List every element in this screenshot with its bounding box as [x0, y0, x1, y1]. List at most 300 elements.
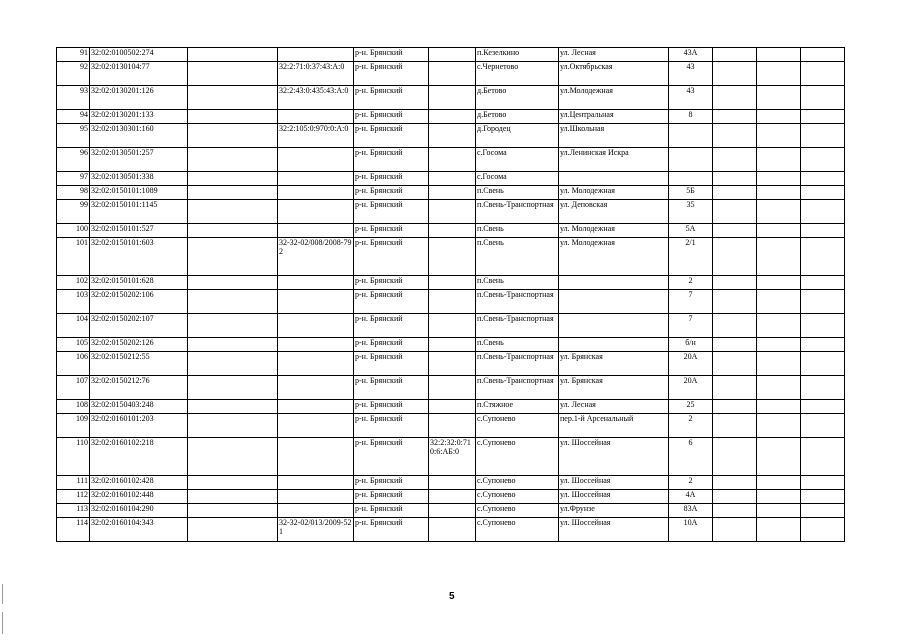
empty-cell	[757, 124, 801, 148]
row-number: 106	[57, 352, 90, 376]
empty-cell	[757, 86, 801, 110]
house-number: 10А	[669, 518, 713, 542]
cell-col3	[188, 504, 278, 518]
house-number: б/н	[669, 338, 713, 352]
settlement: п.Свень-Транспортная	[476, 352, 559, 376]
table-row	[57, 224, 845, 238]
street	[559, 276, 669, 290]
cadastral-number: 32:02:0150101:628	[90, 276, 188, 290]
street: ул. Лесная	[559, 48, 669, 62]
empty-cell	[801, 352, 845, 376]
district: р-н. Брянский	[354, 148, 429, 172]
street	[559, 314, 669, 338]
conditional-number	[429, 338, 476, 352]
row-number: 107	[57, 376, 90, 400]
empty-cell	[801, 276, 845, 290]
street: ул. Шоссейная	[559, 438, 669, 476]
house-number	[669, 148, 713, 172]
table-row	[57, 86, 845, 110]
conditional-number	[429, 48, 476, 62]
house-number	[669, 124, 713, 148]
empty-cell	[757, 376, 801, 400]
row-number: 102	[57, 276, 90, 290]
district: р-н. Брянский	[354, 110, 429, 124]
empty-cell	[801, 518, 845, 542]
street	[559, 172, 669, 186]
previous-number	[278, 224, 354, 238]
house-number: 5А	[669, 224, 713, 238]
house-number: 83А	[669, 504, 713, 518]
table-row	[57, 200, 845, 224]
cell-col3	[188, 276, 278, 290]
empty-cell	[713, 86, 757, 110]
cadastral-number: 32:02:0160104:343	[90, 518, 188, 542]
previous-number	[278, 504, 354, 518]
previous-number: 32-32-02/008/2008-792	[278, 238, 354, 276]
cadastral-number: 32:02:0130201:126	[90, 86, 188, 110]
empty-cell	[757, 148, 801, 172]
scan-edge-mark	[2, 612, 3, 634]
table-row	[57, 476, 845, 490]
district: р-н. Брянский	[354, 200, 429, 224]
street: ул. Молодежная	[559, 224, 669, 238]
empty-cell	[757, 338, 801, 352]
cadastral-number: 32:02:0150101:527	[90, 224, 188, 238]
cadastral-number: 32:02:0130301:160	[90, 124, 188, 148]
cadastral-number: 32:02:0130501:338	[90, 172, 188, 186]
settlement: с.Госома	[476, 172, 559, 186]
previous-number	[278, 148, 354, 172]
cell-col3	[188, 400, 278, 414]
empty-cell	[757, 110, 801, 124]
settlement: с.Супонево	[476, 438, 559, 476]
empty-cell	[757, 200, 801, 224]
house-number: 6	[669, 438, 713, 476]
cadastral-number: 32:02:0150101:1089	[90, 186, 188, 200]
previous-number	[278, 476, 354, 490]
settlement: п.Свень	[476, 338, 559, 352]
empty-cell	[757, 438, 801, 476]
district: р-н. Брянский	[354, 518, 429, 542]
table-row	[57, 148, 845, 172]
scan-edge-mark	[2, 584, 3, 604]
row-number: 98	[57, 186, 90, 200]
previous-number	[278, 172, 354, 186]
table-row	[57, 172, 845, 186]
district: р-н. Брянский	[354, 338, 429, 352]
settlement: с.Супонево	[476, 414, 559, 438]
cadastral-number: 32:02:0160104:290	[90, 504, 188, 518]
cell-col3	[188, 438, 278, 476]
table-row	[57, 110, 845, 124]
settlement: п.Стяжное	[476, 400, 559, 414]
row-number: 91	[57, 48, 90, 62]
cell-col3	[188, 148, 278, 172]
empty-cell	[713, 414, 757, 438]
empty-cell	[713, 438, 757, 476]
row-number: 114	[57, 518, 90, 542]
table-row	[57, 490, 845, 504]
empty-cell	[713, 338, 757, 352]
empty-cell	[757, 172, 801, 186]
district: р-н. Брянский	[354, 86, 429, 110]
row-number: 92	[57, 62, 90, 86]
previous-number	[278, 314, 354, 338]
cadastral-number: 32:02:0160102:218	[90, 438, 188, 476]
previous-number: 32:2:43:0:435:43:А:0	[278, 86, 354, 110]
cadastral-number: 32:02:0150202:126	[90, 338, 188, 352]
previous-number	[278, 48, 354, 62]
district: р-н. Брянский	[354, 314, 429, 338]
street: ул. Брянская	[559, 376, 669, 400]
cell-col3	[188, 338, 278, 352]
conditional-number	[429, 186, 476, 200]
house-number: 5Б	[669, 186, 713, 200]
conditional-number	[429, 238, 476, 276]
house-number: 4А	[669, 490, 713, 504]
district: р-н. Брянский	[354, 290, 429, 314]
street: ул.Ленинская Искра	[559, 148, 669, 172]
settlement: д.Бетово	[476, 110, 559, 124]
conditional-number	[429, 504, 476, 518]
row-number: 95	[57, 124, 90, 148]
conditional-number	[429, 224, 476, 238]
house-number: 7	[669, 314, 713, 338]
settlement: д.Бетово	[476, 86, 559, 110]
table-row	[57, 438, 845, 476]
empty-cell	[801, 438, 845, 476]
district: р-н. Брянский	[354, 376, 429, 400]
previous-number	[278, 490, 354, 504]
previous-number: 32:2:105:0:970:0:А:0	[278, 124, 354, 148]
conditional-number	[429, 172, 476, 186]
cell-col3	[188, 518, 278, 542]
settlement: с.Супонево	[476, 490, 559, 504]
cell-col3	[188, 476, 278, 490]
row-number: 112	[57, 490, 90, 504]
empty-cell	[757, 314, 801, 338]
table-row	[57, 124, 845, 148]
house-number: 7	[669, 290, 713, 314]
table-row	[57, 186, 845, 200]
settlement: с.Супонево	[476, 476, 559, 490]
table-row	[57, 276, 845, 290]
cadastral-number: 32:02:0150202:106	[90, 290, 188, 314]
conditional-number	[429, 490, 476, 504]
street: ул.Школьная	[559, 124, 669, 148]
row-number: 94	[57, 110, 90, 124]
house-number: 43	[669, 86, 713, 110]
empty-cell	[713, 238, 757, 276]
settlement: п.Свень-Транспортная	[476, 376, 559, 400]
cell-col3	[188, 314, 278, 338]
settlement: с.Супонево	[476, 504, 559, 518]
district: р-н. Брянский	[354, 400, 429, 414]
empty-cell	[757, 48, 801, 62]
previous-number	[278, 200, 354, 224]
previous-number	[278, 352, 354, 376]
district: р-н. Брянский	[354, 124, 429, 148]
cadastral-number: 32:02:0130104:77	[90, 62, 188, 86]
district: р-н. Брянский	[354, 172, 429, 186]
cadastral-number: 32:02:0150101:603	[90, 238, 188, 276]
district: р-н. Брянский	[354, 504, 429, 518]
house-number: 35	[669, 200, 713, 224]
house-number: 20А	[669, 376, 713, 400]
row-number: 97	[57, 172, 90, 186]
cell-col3	[188, 490, 278, 504]
street: ул. Деповская	[559, 200, 669, 224]
street: ул.Центральная	[559, 110, 669, 124]
empty-cell	[757, 400, 801, 414]
previous-number	[278, 276, 354, 290]
street: ул. Шоссейная	[559, 518, 669, 542]
conditional-number	[429, 110, 476, 124]
table-row	[57, 504, 845, 518]
empty-cell	[801, 490, 845, 504]
conditional-number	[429, 400, 476, 414]
empty-cell	[757, 62, 801, 86]
street: пер.1-й Арсенальный	[559, 414, 669, 438]
previous-number: 32-32-02/013/2009-521	[278, 518, 354, 542]
table-row	[57, 518, 845, 542]
previous-number	[278, 290, 354, 314]
street: ул. Лесная	[559, 400, 669, 414]
empty-cell	[713, 314, 757, 338]
empty-cell	[801, 172, 845, 186]
conditional-number	[429, 124, 476, 148]
empty-cell	[801, 314, 845, 338]
row-number: 104	[57, 314, 90, 338]
row-number: 96	[57, 148, 90, 172]
previous-number	[278, 414, 354, 438]
settlement: п.Свень	[476, 224, 559, 238]
cadastral-number: 32:02:0150202:107	[90, 314, 188, 338]
district: р-н. Брянский	[354, 476, 429, 490]
cell-col3	[188, 124, 278, 148]
table-row	[57, 62, 845, 86]
cell-col3	[188, 172, 278, 186]
empty-cell	[801, 62, 845, 86]
empty-cell	[757, 352, 801, 376]
empty-cell	[713, 490, 757, 504]
empty-cell	[757, 224, 801, 238]
empty-cell	[801, 224, 845, 238]
previous-number	[278, 438, 354, 476]
empty-cell	[757, 476, 801, 490]
empty-cell	[801, 124, 845, 148]
empty-cell	[801, 200, 845, 224]
empty-cell	[801, 338, 845, 352]
cell-col3	[188, 62, 278, 86]
row-number: 105	[57, 338, 90, 352]
cell-col3	[188, 290, 278, 314]
cell-col3	[188, 224, 278, 238]
row-number: 100	[57, 224, 90, 238]
conditional-number	[429, 276, 476, 290]
street: ул. Брянская	[559, 352, 669, 376]
house-number: 43	[669, 62, 713, 86]
empty-cell	[757, 490, 801, 504]
cell-col3	[188, 376, 278, 400]
cell-col3	[188, 414, 278, 438]
settlement: п.Свень-Транспортная	[476, 314, 559, 338]
cadastral-number: 32:02:0150101:1145	[90, 200, 188, 224]
street: ул.Фрунзе	[559, 504, 669, 518]
district: р-н. Брянский	[354, 438, 429, 476]
empty-cell	[713, 224, 757, 238]
row-number: 111	[57, 476, 90, 490]
empty-cell	[801, 376, 845, 400]
cadastral-number: 32:02:0130201:133	[90, 110, 188, 124]
empty-cell	[713, 376, 757, 400]
district: р-н. Брянский	[354, 490, 429, 504]
settlement: п.Кезелкино	[476, 48, 559, 62]
table-row	[57, 400, 845, 414]
settlement: п.Свень	[476, 276, 559, 290]
street	[559, 290, 669, 314]
street: ул. Молодежная	[559, 186, 669, 200]
empty-cell	[757, 504, 801, 518]
previous-number: 32:2:71:0:37:43:А:0	[278, 62, 354, 86]
empty-cell	[801, 476, 845, 490]
cadastral-number: 32:02:0100502:274	[90, 48, 188, 62]
conditional-number: 32:2:32:0:710:6:АБ:0	[429, 438, 476, 476]
cell-col3	[188, 238, 278, 276]
conditional-number	[429, 518, 476, 542]
cadastral-number: 32:02:0160102:448	[90, 490, 188, 504]
empty-cell	[713, 476, 757, 490]
table-row	[57, 376, 845, 400]
empty-cell	[801, 400, 845, 414]
previous-number	[278, 338, 354, 352]
house-number: 2	[669, 414, 713, 438]
street	[559, 338, 669, 352]
row-number: 103	[57, 290, 90, 314]
empty-cell	[757, 238, 801, 276]
house-number: 8	[669, 110, 713, 124]
previous-number	[278, 400, 354, 414]
cadastral-number: 32:02:0150212:55	[90, 352, 188, 376]
district: р-н. Брянский	[354, 62, 429, 86]
district: р-н. Брянский	[354, 414, 429, 438]
empty-cell	[801, 86, 845, 110]
district: р-н. Брянский	[354, 238, 429, 276]
district: р-н. Брянский	[354, 276, 429, 290]
cell-col3	[188, 48, 278, 62]
settlement: п.Свень	[476, 238, 559, 276]
street: ул. Шоссейная	[559, 490, 669, 504]
empty-cell	[801, 504, 845, 518]
conditional-number	[429, 148, 476, 172]
conditional-number	[429, 352, 476, 376]
empty-cell	[713, 124, 757, 148]
settlement: с.Госома	[476, 148, 559, 172]
conditional-number	[429, 376, 476, 400]
cadastral-number: 32:02:0160101:203	[90, 414, 188, 438]
empty-cell	[713, 62, 757, 86]
empty-cell	[801, 414, 845, 438]
empty-cell	[713, 172, 757, 186]
previous-number	[278, 110, 354, 124]
row-number: 93	[57, 86, 90, 110]
house-number: 2/1	[669, 238, 713, 276]
empty-cell	[713, 186, 757, 200]
empty-cell	[713, 200, 757, 224]
house-number	[669, 172, 713, 186]
empty-cell	[801, 290, 845, 314]
district: р-н. Брянский	[354, 48, 429, 62]
table-row	[57, 238, 845, 276]
street: ул. Молодежная	[559, 238, 669, 276]
empty-cell	[757, 414, 801, 438]
table-row	[57, 414, 845, 438]
cell-col3	[188, 186, 278, 200]
district: р-н. Брянский	[354, 352, 429, 376]
table-row	[57, 352, 845, 376]
previous-number	[278, 186, 354, 200]
empty-cell	[713, 290, 757, 314]
row-number: 99	[57, 200, 90, 224]
table-row	[57, 48, 845, 62]
empty-cell	[801, 238, 845, 276]
empty-cell	[713, 110, 757, 124]
empty-cell	[757, 276, 801, 290]
settlement: п.Свень-Транспортная	[476, 290, 559, 314]
house-number: 2	[669, 476, 713, 490]
empty-cell	[801, 148, 845, 172]
house-number: 20А	[669, 352, 713, 376]
empty-cell	[713, 148, 757, 172]
cadastral-number: 32:02:0150403:248	[90, 400, 188, 414]
settlement: д.Городец	[476, 124, 559, 148]
table-row	[57, 314, 845, 338]
settlement: п.Свень-Транспортная	[476, 200, 559, 224]
empty-cell	[801, 48, 845, 62]
settlement: п.Свень	[476, 186, 559, 200]
street: ул. Шоссейная	[559, 476, 669, 490]
row-number: 110	[57, 438, 90, 476]
house-number: 43А	[669, 48, 713, 62]
row-number: 109	[57, 414, 90, 438]
cadastral-number: 32:02:0150212:76	[90, 376, 188, 400]
empty-cell	[713, 48, 757, 62]
conditional-number	[429, 314, 476, 338]
empty-cell	[757, 518, 801, 542]
table-row	[57, 290, 845, 314]
property-registry-table	[56, 47, 845, 542]
conditional-number	[429, 414, 476, 438]
cell-col3	[188, 352, 278, 376]
empty-cell	[801, 110, 845, 124]
street: ул.Молодежная	[559, 86, 669, 110]
table-row	[57, 338, 845, 352]
conditional-number	[429, 86, 476, 110]
conditional-number	[429, 476, 476, 490]
empty-cell	[713, 504, 757, 518]
empty-cell	[713, 400, 757, 414]
empty-cell	[757, 290, 801, 314]
empty-cell	[757, 186, 801, 200]
conditional-number	[429, 290, 476, 314]
table-body	[57, 48, 845, 542]
cadastral-number: 32:02:0130501:257	[90, 148, 188, 172]
cell-col3	[188, 200, 278, 224]
cell-col3	[188, 86, 278, 110]
district: р-н. Брянский	[354, 186, 429, 200]
conditional-number	[429, 62, 476, 86]
settlement: с.Чернетово	[476, 62, 559, 86]
